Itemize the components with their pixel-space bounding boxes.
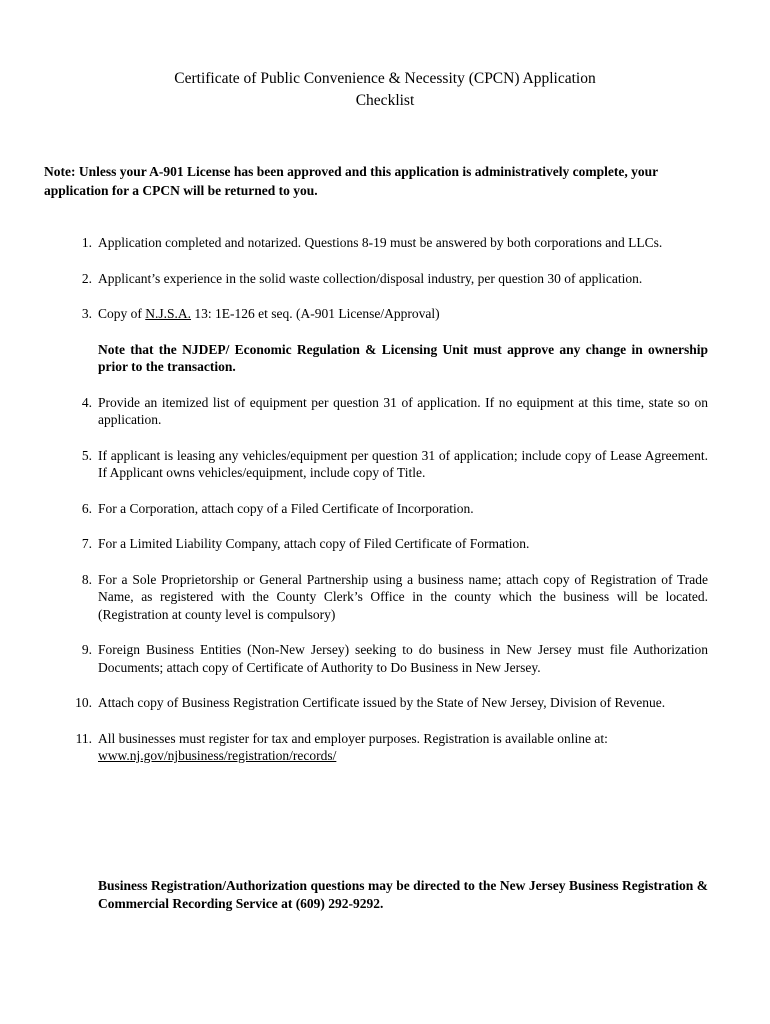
item-text: [98, 730, 708, 765]
item-text: For a Sole Proprietorship or General Partnership using a business name; attach copy of Registration of Trade Name, as registered with the County Clerk’s Office in the county which the business will be located. (Registration at county level is compulsory): [98, 571, 708, 622]
checklist-item-5: [44, 447, 708, 482]
item-number: 8.: [81, 571, 92, 587]
item-text: Applicant’s experience in the solid waste collection/disposal industry, per question 30 of application.: [98, 270, 643, 286]
checklist-item-9: [44, 641, 708, 676]
checklist-item-7: [44, 535, 708, 553]
item-number: 4.: [81, 394, 92, 410]
item-text: For a Limited Liability Company, attach copy of Filed Certificate of Formation.: [98, 536, 530, 551]
page-title: [0, 68, 770, 112]
important-note: Note: Unless your A-901 License has been approved and this application is administratively complete, your application for a CPCN will be returned to you.: [44, 164, 658, 198]
njsa-reference: N.J.S.A.: [145, 306, 192, 321]
item-number: 1.: [81, 235, 92, 250]
title-line-2: Checklist: [355, 92, 415, 109]
item-number: 9.: [81, 642, 92, 657]
checklist-item-1: [44, 234, 708, 252]
item-text: Provide an itemized list of equipment per question 31 of application. If no equipment at this time, state so on application.: [98, 394, 708, 427]
item-text: For a Corporation, attach copy of a Filed Certificate of Incorporation.: [98, 500, 474, 516]
checklist: [44, 234, 708, 783]
checklist-item-11: [44, 730, 708, 765]
title-line-1: Certificate of Public Convenience & Necessity (CPCN) Application: [174, 70, 596, 87]
item-text: If applicant is leasing any vehicles/equipment per question 31 of application; include copy of Lease Agreement. If Applicant owns vehicles/equipment, include copy of Title.: [98, 447, 708, 480]
checklist-item-8: [44, 571, 708, 624]
item-number: 6.: [81, 500, 92, 516]
item-text: Foreign Business Entities (Non-New Jersey) seeking to do business in New Jersey must file Authorization Documents; attach copy of Certificate of Authority to Do Business in New Jersey.: [98, 642, 708, 675]
item-number: 7.: [81, 536, 92, 551]
item-text: Application completed and notarized. Questions 8-19 must be answered by both corporations and LLCs.: [98, 235, 663, 250]
checklist-item-6: [44, 500, 708, 518]
item-number: 10.: [75, 695, 92, 710]
item-text: [98, 305, 708, 323]
ownership-change-note: Note that the NJDEP/ Economic Regulation & Licensing Unit must approve any change in ownership prior to the transaction.: [98, 341, 708, 374]
item-number: 5.: [81, 447, 92, 463]
item-text-pre: Copy of: [98, 306, 146, 321]
registration-url-link[interactable]: www.nj.gov/njbusiness/registration/records/: [98, 748, 337, 763]
checklist-item-10: [44, 694, 708, 712]
checklist-item-2: [44, 270, 708, 288]
item-number: 3.: [81, 306, 92, 321]
item-text-post: 13: 1E-126 et seq. (A-901 License/Approval): [191, 306, 440, 321]
checklist-item-4: [44, 394, 708, 429]
contact-footer-note: Business Registration/Authorization questions may be directed to the New Jersey Business Registration & Commercial Recording Service at (609) 292-9292.: [98, 878, 708, 911]
item-number: 11.: [75, 730, 92, 746]
checklist-item-3: [44, 305, 708, 323]
item-number: 2.: [81, 270, 92, 286]
item-text: Attach copy of Business Registration Certificate issued by the State of New Jersey, Division of Revenue.: [98, 695, 666, 710]
item-text-body: All businesses must register for tax and employer purposes. Registration is available online at:: [98, 730, 608, 746]
